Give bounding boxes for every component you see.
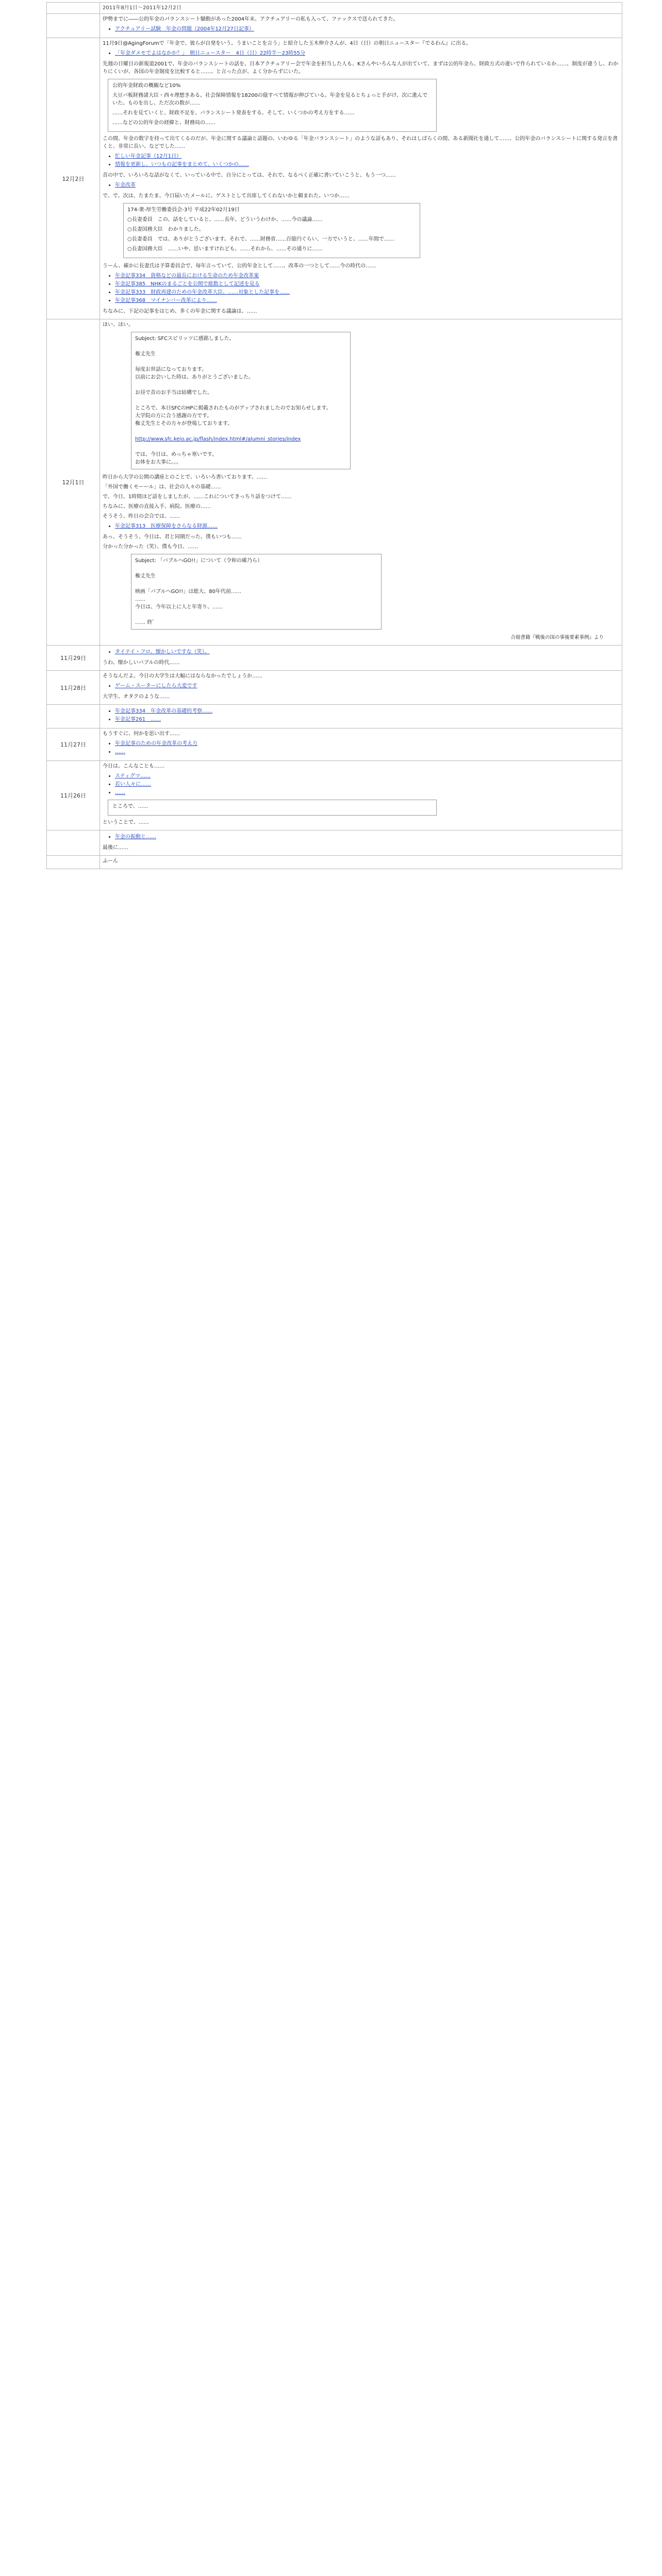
quote-line: ○長妻委員 では、ありがとうございます。それで、……財務省……百億円ぐらい、一方でいうと、……年間で…… (127, 236, 394, 242)
diary-row (47, 831, 622, 856)
email-line: ところで、本日SFCのHPに掲載されたものがアップされましたのでお知らせします。 (135, 405, 332, 411)
paragraph: 昔の中で、いろいろな話がなくて、いっている中で、自分にとっては、それで、なるべく正確に書いていこうと、もう一つ…… (103, 173, 396, 178)
header-row (47, 3, 622, 14)
row-body (100, 671, 622, 705)
email-line (135, 358, 346, 366)
link-list-item (115, 289, 619, 296)
link-list-item (115, 181, 619, 189)
paragraph: 分かった分かった（笑）、僕も今日、…… (103, 544, 198, 550)
diary-row (47, 671, 622, 705)
quoted-line: 大豆バ板財務諸大臣・西々理想きある。社会保障情報を18200の億すべて情報が伸びている。年金を見るとちょっと手がけ、次に進んでいた。ものを出し、ただ次の数が…… (112, 93, 428, 106)
link-list-item (115, 297, 619, 304)
article-link[interactable]: 「年金ダメモでよはなかか？」 朝日ニュースター 4日（日）22時半〜23時55分 (115, 50, 306, 56)
link-list-item (115, 522, 619, 530)
article-link[interactable]: 年金記事368 マイナンバー改革により…… (115, 298, 217, 303)
email-line: …… (135, 597, 145, 602)
diary-row (47, 38, 622, 319)
email-line: 以前にお会いした時は、ありがとうございました。 (135, 375, 254, 380)
row-body (100, 856, 622, 869)
link-list-item (115, 748, 619, 756)
email-line: 今日は、今年以上に人と年寄り、…… (135, 604, 223, 610)
row-date: 11月29日 (47, 646, 100, 671)
paragraph: ほい、ほい。 (103, 322, 134, 328)
diary-row (47, 761, 622, 831)
link-list-item (115, 833, 619, 841)
row-body (100, 14, 622, 38)
row-body (100, 761, 622, 831)
email-line: 権丈先生 (135, 351, 156, 357)
article-link[interactable]: タイテイ・フロ、懐かしいですな（笑）。 (115, 649, 210, 655)
paragraph: そうそう、昨日の会合では、…… (103, 514, 180, 519)
email-line (135, 397, 346, 404)
paragraph: 大学生、オタクのような…… (103, 694, 170, 700)
link-list (103, 25, 619, 33)
link-list-item (115, 789, 619, 796)
paragraph: 昨日から大学の公開の講座とのことで、いろいろ書いております。…… (103, 474, 267, 480)
article-link[interactable]: アクチュアリー試験 年金の問題（2004年12月27日記事） (115, 26, 254, 32)
paragraph: うわ、懐かしいバブルの時代…… (103, 660, 180, 666)
quoted-line: ところで、…… (112, 804, 148, 809)
email-line: お昼で昔のお手当は結構でした。 (135, 390, 212, 396)
diary-row (47, 646, 622, 671)
header-date-cell (47, 3, 100, 14)
article-link[interactable]: …… (115, 749, 125, 755)
quote-line: ○長妻国務大臣 わかりました。 (127, 227, 204, 232)
paragraph: ちなみに、医療の直接入手、病院、医療の…… (103, 504, 211, 510)
article-link[interactable]: 忙しい年金記事（12月1日） (115, 154, 182, 159)
quoted-box (108, 79, 437, 132)
row-body (100, 646, 622, 671)
row-body (100, 728, 622, 761)
email-line (135, 443, 346, 451)
email-line: Subject: 「バブルへGO!!」について（令和の確乃ら） (135, 558, 262, 564)
article-link[interactable]: 年金記事333 財政再建のための年金改革大臣、……対象とした記事を…… (115, 290, 290, 295)
email-line (135, 343, 346, 350)
paragraph: 先週の日曜日の新報道2001で、年金のバランスシートの話を、日本アクチュアリー会で年金を担当した人も、Kさんやいろんな人が出ていて、まずは公的年金ら、財政方式の違いで作られているか……、制度が違うし、わかりにくいが、各国の年金制度を比較すると……、と言った点が、よく分からずにいた。 (103, 61, 619, 75)
link-list-item (115, 772, 619, 780)
paragraph: この間、年金の数字を持って出てくるのだが、年金に関する議論と話題の、いわゆる「年金バランスシート」のような話もあり、それはしばらくの間、ある新聞社を通して……、公的年金のバランスシートに関する発言を書くと、非常に長い、などでした…… (103, 136, 618, 149)
email-line: 毎度お世話になっております。 (135, 367, 207, 372)
link-list (103, 152, 619, 168)
row-body (100, 705, 622, 728)
quote-line: ○長妻国務大臣 ……いや、思いますけれども、……それから、……その通りに…… (127, 246, 323, 252)
email-box (131, 332, 351, 469)
email-line: 権丈先生 (135, 573, 156, 579)
article-link[interactable]: 年金記事334 年金改革の基礎的考察…… (115, 708, 213, 714)
link-list-item (115, 740, 619, 748)
link-list-item (115, 152, 619, 160)
email-line (135, 381, 346, 389)
link-list (103, 772, 619, 796)
article-link[interactable]: 情報を更新し、いつもの記事をまとめて、いくつかの…… (115, 162, 249, 167)
link-list-item (115, 272, 619, 280)
email-line: 大学院の方に合う感謝の方です。 (135, 413, 212, 419)
email-line: 権丈先生とその方々が登場しております。 (135, 421, 233, 427)
article-link[interactable]: 年金記事261 …… (115, 717, 161, 722)
diary-row (47, 705, 622, 728)
row-date: 12月1日 (47, 319, 100, 646)
paragraph: ということで、…… (103, 820, 149, 825)
email-line (135, 435, 346, 443)
link-list-item (115, 781, 619, 788)
paragraph: そうなんだよ。今日の大学生は大幅にはならなかったでしょうか…… (103, 673, 262, 679)
quoted-line: 公的年金財政の概観など10% (112, 83, 181, 89)
article-link[interactable]: …… (115, 790, 125, 795)
article-link[interactable]: スティグマ…… (115, 773, 151, 779)
link-list (103, 648, 619, 656)
link-list (103, 833, 619, 841)
link-list (103, 682, 619, 690)
link-list (103, 49, 619, 57)
quoted-line: ……などの公的年金の経緯と、財務局の…… (112, 120, 216, 126)
paragraph: あっ、そうそう、今日は、君と同期だった、僕もいつも…… (103, 534, 242, 540)
article-link[interactable]: ゲーム・スーターにしたら大変です (115, 683, 197, 689)
article-link[interactable]: 年金改革 (115, 182, 136, 188)
link-list-item (115, 280, 619, 288)
diary-row (47, 856, 622, 869)
row-date (47, 705, 100, 728)
paragraph: 11月9日@AgingForumで「年金で、彼らが自発をいう。うまいことを言う」と紹介した玉木伸介さんが、4日（日）の朝日ニュースター『でるわん』に出る。 (103, 41, 472, 46)
article-link[interactable]: 年金記事385 NHKのまるごとを公開で総数として記述を見る (115, 281, 260, 287)
email-line (135, 565, 377, 572)
row-body (100, 831, 622, 856)
link-list-item (115, 707, 619, 715)
paragraph: 「外国で働くモーール」は、社会の人々の基礎…… (103, 484, 221, 490)
diary-table (46, 2, 622, 869)
article-link[interactable]: 年金記事334 資格などの最長における生命のため年金改革案 (115, 273, 259, 279)
row-body (100, 319, 622, 646)
citation: 合冊書籍『戦後の国の事後要素事例』より (510, 635, 604, 640)
email-line: お体をお大事に。。。 (135, 460, 181, 465)
diary-row (47, 14, 622, 38)
row-date: 12月2日 (47, 38, 100, 319)
link-list-item (115, 682, 619, 690)
quoted-box (108, 800, 437, 816)
email-line: では、今日は、めっちゃ寒いです。 (135, 452, 218, 457)
row-date (47, 856, 100, 869)
paragraph: もうすぐに、何かを思い出す…… (103, 731, 180, 737)
header-range: 2011年8月1日〜2011年12月2日 (100, 3, 622, 14)
paragraph: ふーん (103, 858, 118, 864)
paragraph: 今日は、こんなことも…… (103, 764, 164, 769)
link-list-item (115, 161, 619, 168)
email-line (135, 428, 346, 435)
email-line: Subject: SFCスピリッツに感銘しました。 (135, 336, 235, 342)
email-link[interactable]: http://www.sfc.keio.ac.jp/flash/index.html#/alumni_stories/index (135, 436, 301, 442)
email-line: …… 終ﾞ (135, 620, 155, 625)
row-date: 11月28日 (47, 671, 100, 705)
paragraph: ちなみに、下記の記事をはじめ、多くの年金に関する議論は、…… (103, 309, 257, 314)
article-link[interactable]: 年金記事313 医療保障をさらなる財源…… (115, 523, 218, 529)
row-date: 11月27日 (47, 728, 100, 761)
link-list (103, 740, 619, 756)
diary-row (47, 319, 622, 646)
diary-row (47, 728, 622, 761)
page (46, 2, 617, 869)
paragraph: うーん、確かに長妻氏は予算委員会で、毎年言っていて、公的年金として……、改革の一つとして……今の時代の…… (103, 263, 376, 269)
article-link[interactable]: 年金記事のための年金改革の考え方 (115, 741, 197, 747)
article-link[interactable]: 年金の振動と…… (115, 834, 156, 840)
paragraph: 伊勢までに――公的年金のパランスシート騒動があった2004年末、アクチュアリーの私も入って、ファックスで送られてきた。 (103, 16, 399, 22)
row-date (47, 831, 100, 856)
link-list-item (115, 25, 619, 33)
quote-line: 174-衆-厚生労働委員会-3号 平成22年02月19日 (127, 207, 240, 213)
quoted-line: ……それを見ていくと、財政不足を、バランスシート発表をする。そして、いくつかの考え方をする…… (112, 110, 355, 116)
link-list-item (115, 648, 619, 656)
link-list-item (115, 716, 619, 723)
quote-line: ○長妻委員 この、話をしていると、……長年、どういうわけか、……今の議論…… (127, 217, 323, 223)
paragraph: で、今日、1時間ほど話をしましたが、……これについてきっちり話をつけて…… (103, 494, 291, 500)
paragraph: で、で、次は、たまたま、今日届いたメールに、ゲストとして出席してくれないかと頼まれた。いつか…… (103, 193, 350, 199)
email-line: 映画「バブルへGO!!」は総大、80年代前…… (135, 589, 241, 595)
link-list (103, 522, 619, 530)
link-list (103, 272, 619, 304)
link-list (103, 707, 619, 723)
article-link[interactable]: 若い人々に…… (115, 782, 151, 787)
diet-quote-box (123, 203, 420, 258)
row-body (100, 38, 622, 319)
email-line (135, 580, 377, 588)
email-box (131, 554, 382, 630)
row-date (47, 14, 100, 38)
row-date: 11月26日 (47, 761, 100, 831)
link-list (103, 181, 619, 189)
link-list-item (115, 49, 619, 57)
paragraph: 最後に…… (103, 845, 128, 851)
email-line (135, 611, 377, 619)
